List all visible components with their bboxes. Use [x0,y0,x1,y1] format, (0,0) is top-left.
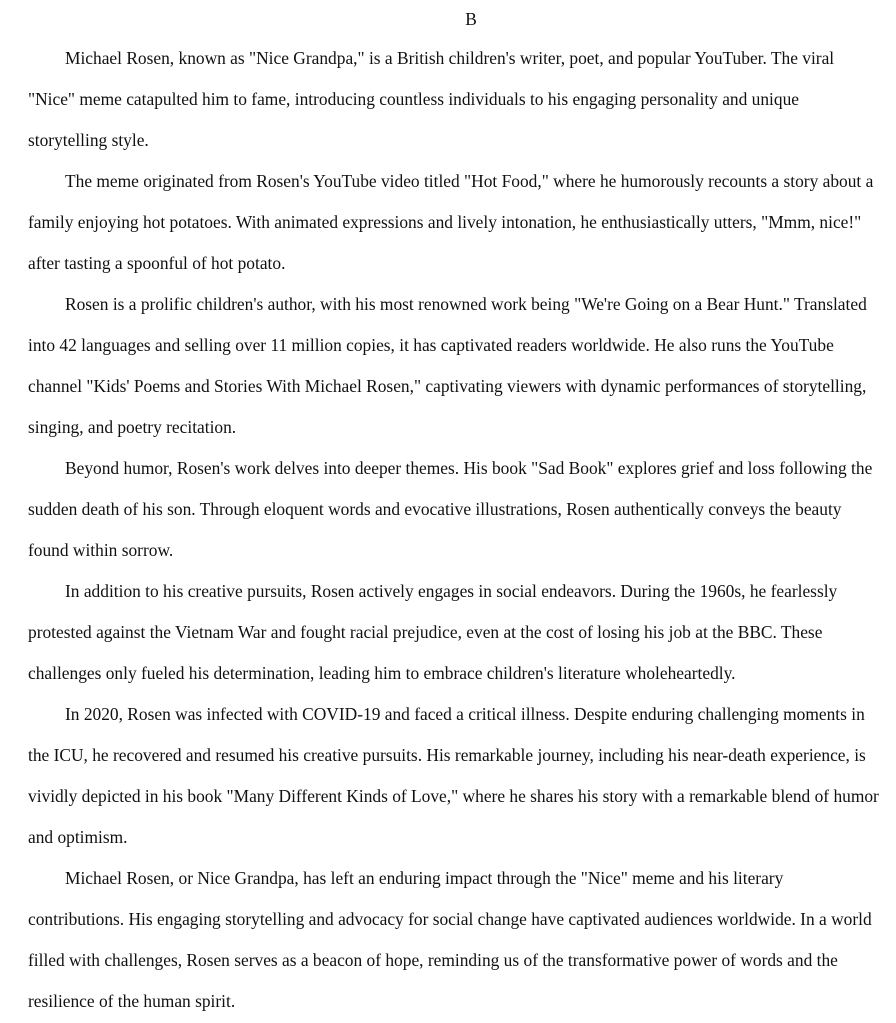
paragraph-author-career: Rosen is a prolific children's author, with his most renowned work being "We're Going on a Bear Hunt." Translated into 42 languages and selling over 11 million copies, it has captivated readers worldwide. He also runs the YouTube channel "Kids' Poems and Stories With Michael Rosen," captivating viewers with dynamic performances of storytelling, singing, and poetry recitation. [28,294,867,437]
paragraph-deeper-themes: Beyond humor, Rosen's work delves into deeper themes. His book "Sad Book" explores grief and loss following the sudden death of his son. Through eloquent words and evocative illustrations, Rosen authentically conveys the beauty found within sorrow. [28,458,873,560]
paragraph-meme-origin: The meme originated from Rosen's YouTube video titled "Hot Food," where he humorously recounts a story about a family enjoying hot potatoes. With animated expressions and lively intonation, he enthusiastically utters, "Mmm, nice!" after tasting a spoonful of hot potato. [28,171,874,273]
paragraph-covid-recovery: In 2020, Rosen was infected with COVID-19 and faced a critical illness. Despite enduring challenging moments in the ICU, he recovered and resumed his creative pursuits. His remarkable journey, including his near-death experience, is vividly depicted in his book "Many Different Kinds of Love," where he shares his story with a remarkable blend of humor and optimism. [28,704,879,847]
section-heading: B [465,9,477,29]
paragraph-conclusion: Michael Rosen, or Nice Grandpa, has left an enduring impact through the "Nice" meme and his literary contributions. His engaging storytelling and advocacy for social change have captivated audiences worldwide. In a world filled with challenges, Rosen serves as a beacon of hope, reminding us of the transformative power of words and the resilience of the human spirit. [28,868,872,1011]
paragraph-intro: Michael Rosen, known as "Nice Grandpa," is a British children's writer, poet, and popular YouTuber. The viral "Nice" meme catapulted him to fame, introducing countless individuals to his engaging personality and unique storytelling style. [28,48,835,150]
article-body [28,38,881,1022]
paragraph-social-endeavors: In addition to his creative pursuits, Rosen actively engages in social endeavors. During the 1960s, he fearlessly protested against the Vietnam War and fought racial prejudice, even at the cost of losing his job at the BBC. These challenges only fueled his determination, leading him to embrace children's literature wholeheartedly. [28,581,838,683]
